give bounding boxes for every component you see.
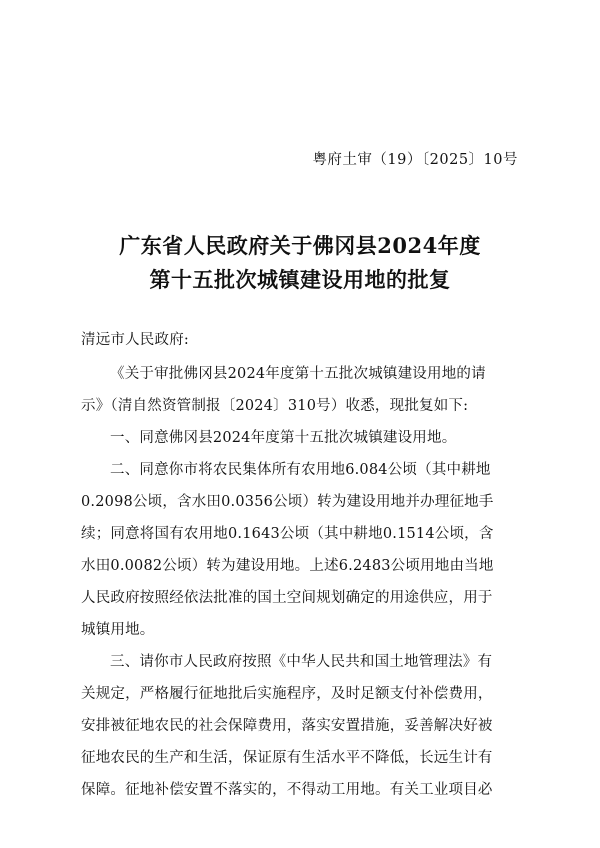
paragraph-line: 《关于审批佛冈县2024年度第十五批次城镇建设用地的请 <box>110 366 486 382</box>
paragraph-line: 征地农民的生产和生活，保证原有生活水平不降低，长远生计有 <box>81 750 493 766</box>
paragraph-line: 关规定，严格履行征地批后实施程序，及时足额支付补偿费用， <box>81 686 493 702</box>
paragraph-line: 续；同意将国有农用地0.1643公顷（其中耕地0.1514公顷，含 <box>81 526 494 542</box>
paragraph-line: 示》（清自然资管制报〔2024〕310号）收悉，现批复如下: <box>81 398 469 414</box>
document-title-line-2: 第十五批次城镇建设用地的批复 <box>149 267 451 292</box>
paragraph-line: 0.2098公顷，含水田0.0356公顷）转为建设用地并办理征地手 <box>81 494 494 510</box>
paragraph-line: 二、同意你市将农民集体所有农用地6.084公顷（其中耕地 <box>110 462 491 478</box>
paragraph-line: 人民政府按照经依法批准的国土空间规划确定的用途供应，用于 <box>81 590 493 606</box>
paragraph-line: 一、同意佛冈县2024年度第十五批次城镇建设用地。 <box>110 430 457 446</box>
paragraph-line: 城镇用地。 <box>81 622 155 638</box>
document-title-line-1: 广东省人民政府关于佛冈县2024年度 <box>119 233 481 258</box>
addressee: 清远市人民政府: <box>81 332 189 348</box>
document-number: 粤府土审（19）〔2025〕10号 <box>312 152 518 168</box>
paragraph-line: 三、请你市人民政府按照《中华人民共和国土地管理法》有 <box>110 654 493 670</box>
paragraph-line: 水田0.0082公顷）转为建设用地。上述6.2483公顷用地由当地 <box>81 558 494 574</box>
paragraph-line: 保障。征地补偿安置不落实的，不得动工用地。有关工业项目必 <box>81 782 493 798</box>
paragraph-line: 安排被征地农民的社会保障费用，落实安置措施，妥善解决好被 <box>81 718 493 734</box>
